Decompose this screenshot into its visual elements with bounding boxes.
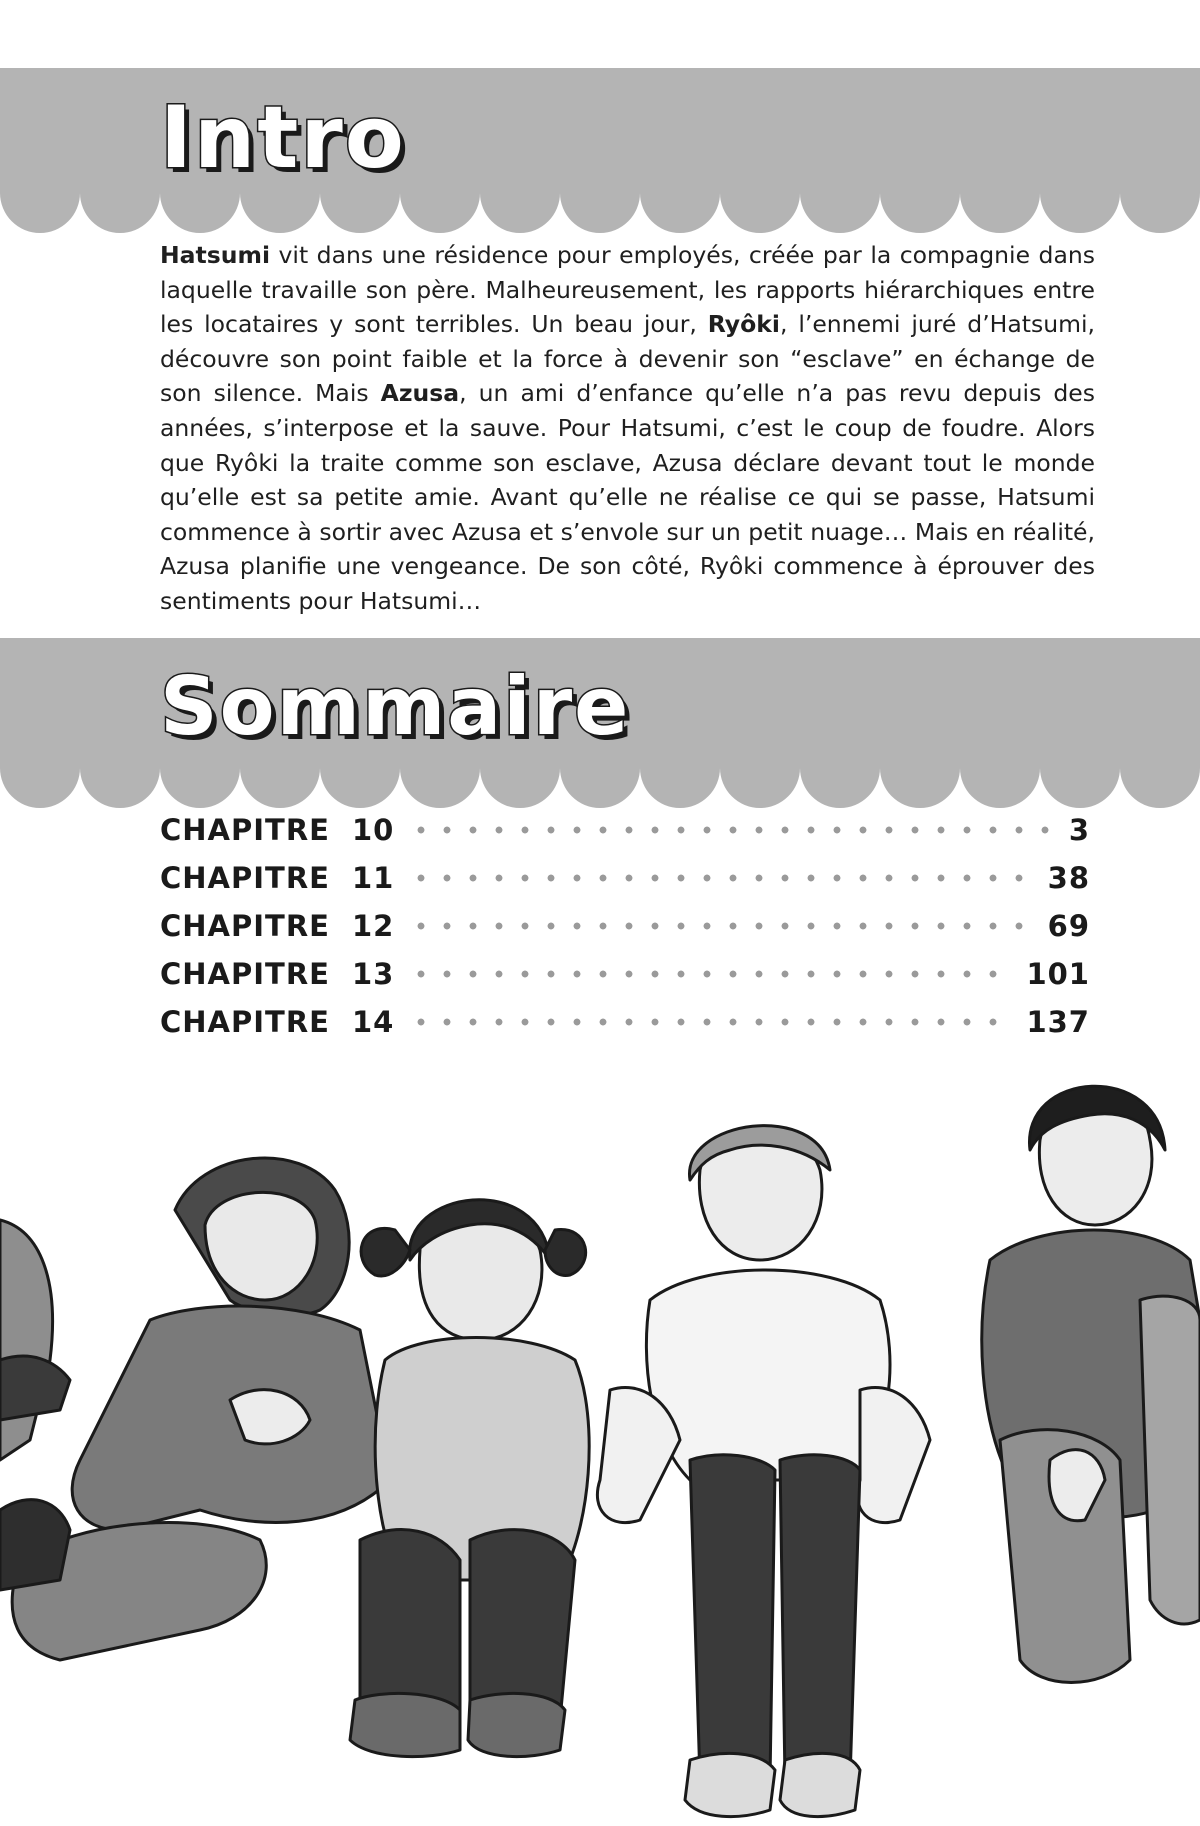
toc-entry — [160, 998, 1090, 1046]
character-name: Azusa — [380, 379, 460, 408]
page-number: 137 — [1026, 1005, 1090, 1039]
chapter-label: CHAPITRE — [160, 909, 330, 943]
page-number: 101 — [1026, 957, 1090, 991]
manga-characters-illustration — [0, 1060, 1200, 1826]
dot-leader — [408, 921, 1033, 931]
intro-title: Intro — [160, 88, 406, 188]
dot-leader — [408, 873, 1033, 883]
dot-leader — [408, 969, 1012, 979]
intro-banner — [0, 68, 1200, 238]
page-number: 69 — [1047, 909, 1090, 943]
page-number: 3 — [1068, 813, 1090, 847]
sommaire-banner — [0, 638, 1200, 813]
table-of-contents — [160, 806, 1090, 1046]
chapter-number: 13 — [351, 957, 395, 991]
chapter-number: 14 — [351, 1005, 395, 1039]
chapter-label: CHAPITRE — [160, 813, 330, 847]
character-name: Ryôki — [707, 310, 780, 339]
intro-text-segment: , un ami d’enfance qu’elle n’a pas revu depuis des années, s’interpose et la sauve. Pour Hatsumi, c’est le coup de foudre. Alors que Ryôki la traite comme son esclave, Azusa déclare devant tout le monde qu’elle est sa petite amie. Avant qu’elle ne réalise ce qui se passe, Hatsumi commence à sortir avec Azusa et s’envole sur un petit nuage… Mais en réalité, Azusa planifie une vengeance. De son côté, Ryôki commence à éprouver des sentiments pour Hatsumi… — [160, 379, 1095, 615]
sommaire-title: Sommaire — [160, 660, 631, 753]
toc-entry — [160, 854, 1090, 902]
chapter-number: 11 — [351, 861, 395, 895]
chapter-label: CHAPITRE — [160, 861, 330, 895]
intro-text-segment: vit dans une résidence pour employés, créée par la compagnie dans laquelle travaille son père. Malheureusement, les rapports hiérarchiques entre les locataires y sont terribles. Un beau jour, — [160, 241, 1095, 339]
chapter-label: CHAPITRE — [160, 1005, 330, 1039]
toc-entry — [160, 806, 1090, 854]
chapter-number: 12 — [351, 909, 395, 943]
character-name: Hatsumi — [160, 241, 271, 269]
toc-entry — [160, 950, 1090, 998]
chapter-label: CHAPITRE — [160, 957, 330, 991]
page-number: 38 — [1047, 861, 1090, 895]
intro-paragraph — [160, 238, 1095, 619]
toc-entry — [160, 902, 1090, 950]
dot-leader — [408, 825, 1054, 835]
dot-leader — [408, 1017, 1012, 1027]
chapter-number: 10 — [351, 813, 395, 847]
intro-text-segment: , l’ennemi juré d’Hatsumi, découvre son point faible et la force à devenir son “esclave” en échange de son silence. Mais — [160, 310, 1095, 408]
